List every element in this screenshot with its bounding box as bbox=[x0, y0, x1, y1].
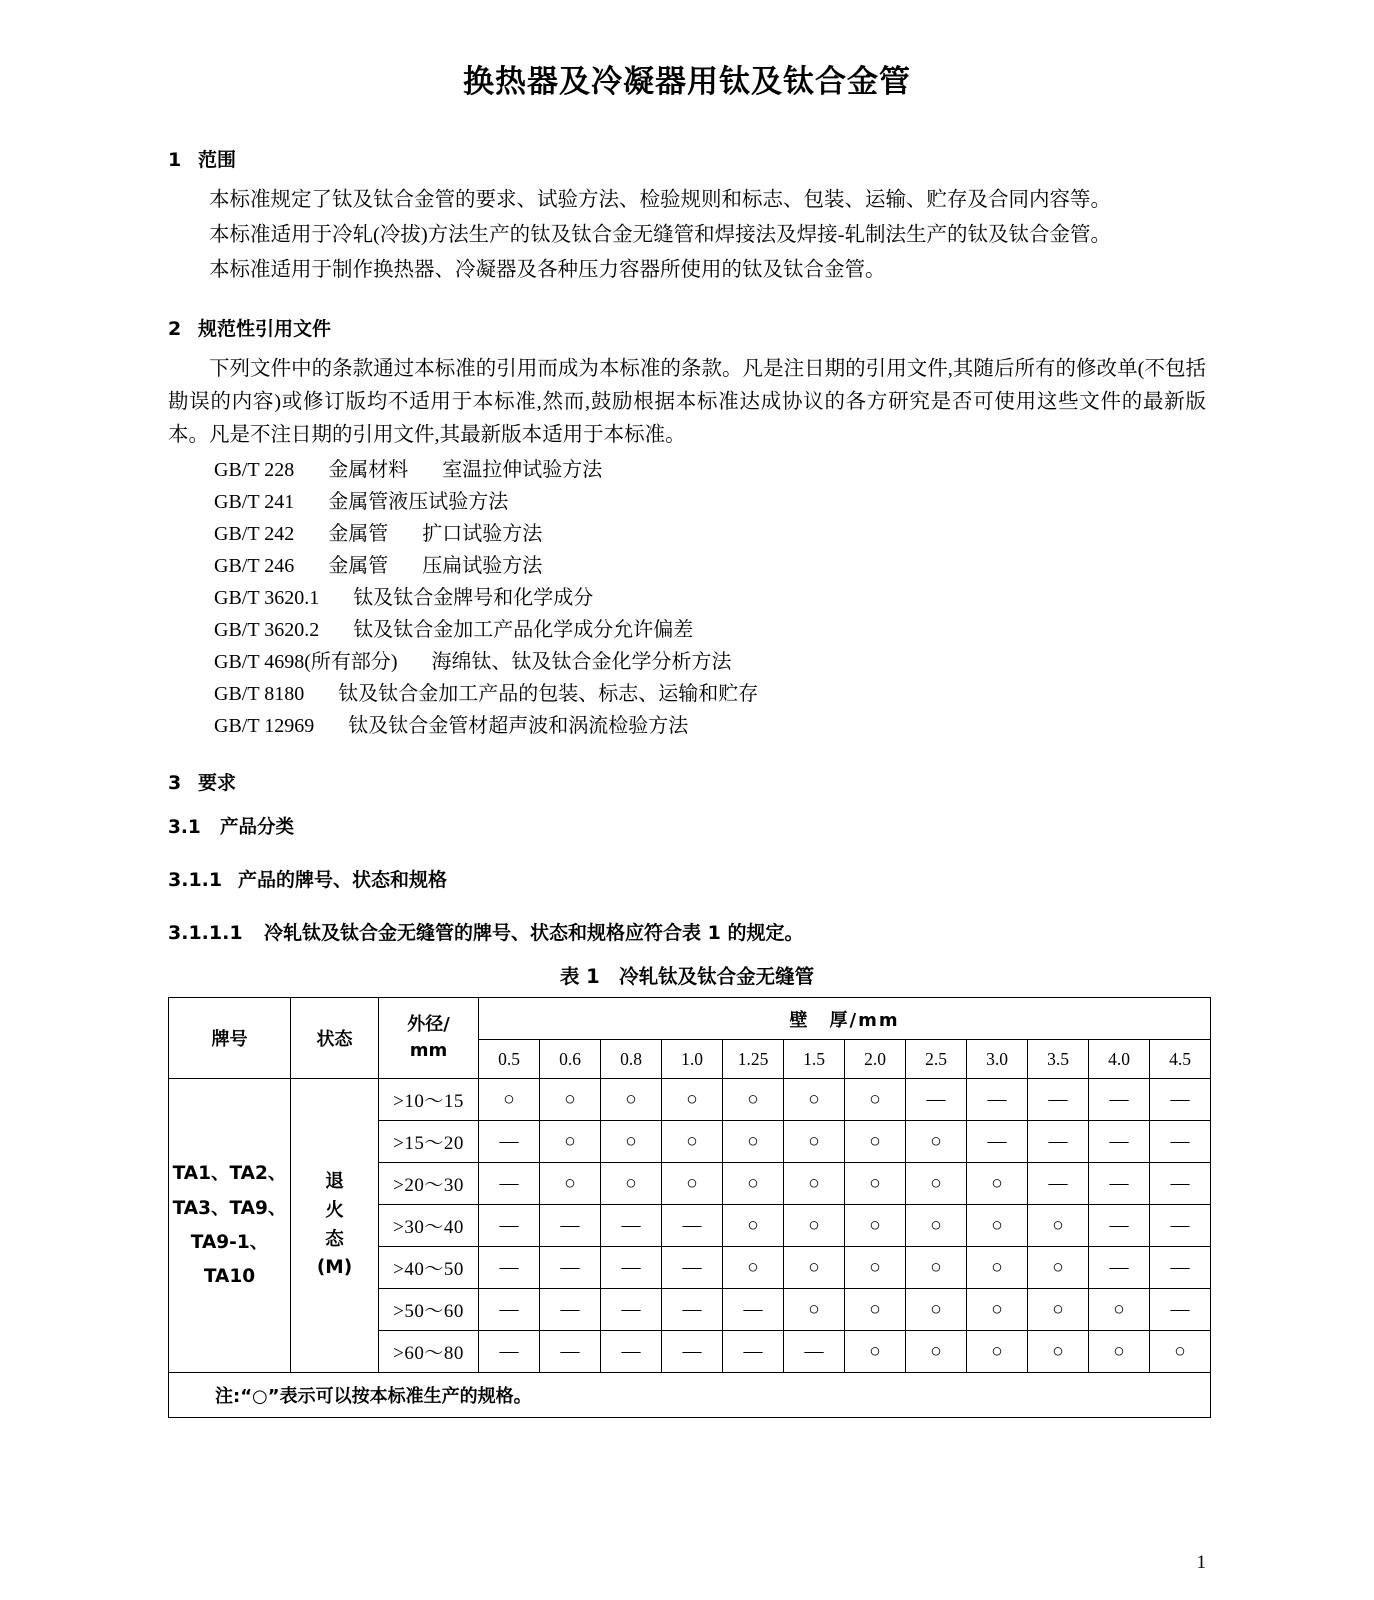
cell-mark: ○ bbox=[784, 1205, 845, 1247]
cell-mark: ○ bbox=[784, 1247, 845, 1289]
section-title-2: 规范性引用文件 bbox=[198, 317, 332, 340]
wall-value-header: 0.6 bbox=[540, 1040, 601, 1079]
section-number-3: 3 bbox=[168, 772, 182, 795]
cell-mark: ○ bbox=[845, 1205, 906, 1247]
col-header-outer-diameter bbox=[379, 998, 479, 1079]
table-header-row bbox=[169, 998, 1211, 1040]
wall-value-header: 4.5 bbox=[1150, 1040, 1211, 1079]
reference-title: 金属管 bbox=[328, 523, 389, 546]
cell-mark: ○ bbox=[540, 1163, 601, 1205]
cell-mark: ○ bbox=[845, 1121, 906, 1163]
cell-mark: ○ bbox=[540, 1121, 601, 1163]
grade-line: TA9-1、 bbox=[190, 1231, 269, 1253]
cell-mark: ○ bbox=[906, 1331, 967, 1373]
cell-mark: ○ bbox=[723, 1247, 784, 1289]
cell-mark: ○ bbox=[723, 1121, 784, 1163]
cell-outer-diameter: >40～50 bbox=[379, 1247, 479, 1289]
reference-code: GB/T 4698(所有部分) bbox=[214, 651, 398, 674]
cell-mark: — bbox=[601, 1247, 662, 1289]
cell-grade bbox=[169, 1079, 291, 1373]
reference-title: 钛及钛合金牌号和化学成分 bbox=[353, 587, 594, 610]
cell-mark: — bbox=[1028, 1079, 1089, 1121]
cell-mark: ○ bbox=[845, 1331, 906, 1373]
cell-mark: — bbox=[967, 1079, 1028, 1121]
reference-code: GB/T 246 bbox=[214, 555, 295, 578]
subsection-number-3-1-1: 3.1.1 bbox=[168, 869, 223, 892]
grade-line: TA3、TA9、 bbox=[172, 1197, 287, 1219]
spec-table bbox=[168, 997, 1211, 1418]
cell-mark: ○ bbox=[601, 1079, 662, 1121]
cell-mark: ○ bbox=[906, 1121, 967, 1163]
cell-mark: — bbox=[906, 1079, 967, 1121]
cell-mark: — bbox=[479, 1121, 540, 1163]
reference-item bbox=[168, 518, 1206, 550]
reference-subtitle: 压扁试验方法 bbox=[422, 555, 543, 578]
reference-code: GB/T 242 bbox=[214, 523, 295, 546]
cell-outer-diameter: >60～80 bbox=[379, 1331, 479, 1373]
reference-subtitle: 室温拉伸试验方法 bbox=[442, 459, 603, 482]
reference-item bbox=[168, 486, 1206, 518]
wall-value-header: 2.5 bbox=[906, 1040, 967, 1079]
table-row bbox=[169, 1079, 1211, 1121]
cell-mark: — bbox=[662, 1289, 723, 1331]
cell-mark: — bbox=[479, 1289, 540, 1331]
cell-mark: ○ bbox=[1028, 1205, 1089, 1247]
wall-value-header: 1.5 bbox=[784, 1040, 845, 1079]
cell-mark: ○ bbox=[967, 1331, 1028, 1373]
cell-mark: ○ bbox=[784, 1079, 845, 1121]
cell-mark: ○ bbox=[1089, 1331, 1150, 1373]
cell-outer-diameter: >15～20 bbox=[379, 1121, 479, 1163]
col-header-outer-diameter-line1: 外径/ bbox=[407, 1014, 450, 1036]
state-line: 态 bbox=[325, 1228, 344, 1250]
wall-value-header: 0.8 bbox=[601, 1040, 662, 1079]
table-note: 注:“○”表示可以按本标准生产的规格。 bbox=[169, 1373, 1211, 1418]
cell-mark: — bbox=[1089, 1163, 1150, 1205]
col-header-grade: 牌号 bbox=[169, 998, 291, 1079]
cell-mark: — bbox=[723, 1331, 784, 1373]
cell-mark: ○ bbox=[784, 1163, 845, 1205]
cell-mark: — bbox=[1150, 1163, 1211, 1205]
cell-mark: ○ bbox=[845, 1247, 906, 1289]
state-line: 火 bbox=[325, 1200, 344, 1222]
cell-mark: — bbox=[1089, 1247, 1150, 1289]
cell-mark: — bbox=[1028, 1163, 1089, 1205]
paragraph-1-1: 本标准规定了钛及钛合金管的要求、试验方法、检验规则和标志、包装、运输、贮存及合同内容等。 bbox=[209, 189, 1111, 211]
reference-title: 钛及钛合金管材超声波和涡流检验方法 bbox=[348, 715, 689, 738]
reference-subtitle: 扩口试验方法 bbox=[422, 523, 543, 546]
subsection-number-3-1-1-1: 3.1.1.1 bbox=[168, 922, 243, 945]
cell-mark: — bbox=[540, 1247, 601, 1289]
cell-mark: — bbox=[479, 1331, 540, 1373]
page-number: 1 bbox=[1196, 1552, 1206, 1573]
cell-mark: — bbox=[1150, 1079, 1211, 1121]
cell-mark: ○ bbox=[662, 1121, 723, 1163]
cell-mark: — bbox=[662, 1247, 723, 1289]
cell-mark: — bbox=[1089, 1121, 1150, 1163]
reference-code: GB/T 3620.1 bbox=[214, 587, 320, 610]
cell-mark: — bbox=[601, 1331, 662, 1373]
reference-code: GB/T 12969 bbox=[214, 715, 315, 738]
cell-outer-diameter: >30～40 bbox=[379, 1205, 479, 1247]
subsection-number-3-1: 3.1 bbox=[168, 817, 201, 839]
cell-mark: ○ bbox=[967, 1163, 1028, 1205]
reference-item bbox=[168, 678, 1206, 710]
grade-line: TA1、TA2、 bbox=[172, 1163, 287, 1185]
cell-mark: ○ bbox=[967, 1247, 1028, 1289]
cell-mark: — bbox=[967, 1121, 1028, 1163]
subsection-title-3-1: 产品分类 bbox=[220, 817, 295, 839]
cell-mark: — bbox=[1150, 1121, 1211, 1163]
table-note-row bbox=[169, 1373, 1211, 1418]
cell-mark: ○ bbox=[1028, 1289, 1089, 1331]
page-title: 换热器及冷凝器用钛及钛合金管 bbox=[463, 64, 911, 100]
cell-mark: — bbox=[1089, 1079, 1150, 1121]
cell-mark: ○ bbox=[967, 1289, 1028, 1331]
cell-mark: — bbox=[784, 1331, 845, 1373]
cell-mark: — bbox=[479, 1163, 540, 1205]
cell-mark: ○ bbox=[662, 1079, 723, 1121]
cell-mark: — bbox=[662, 1205, 723, 1247]
reference-code: GB/T 3620.2 bbox=[214, 619, 320, 642]
section-number-2: 2 bbox=[168, 317, 182, 340]
table-caption: 表 1 冷轧钛及钛合金无缝管 bbox=[559, 965, 815, 989]
paragraph-1-2: 本标准适用于冷轧(冷拔)方法生产的钛及钛合金无缝管和焊接法及焊接-轧制法生产的钛及钛合金管。 bbox=[209, 224, 1111, 247]
subsection-heading-3-1-1 bbox=[168, 865, 1206, 892]
section-heading-2 bbox=[168, 314, 1206, 341]
cell-mark: ○ bbox=[1089, 1289, 1150, 1331]
col-header-wall-thickness: 壁 厚/mm bbox=[479, 998, 1211, 1040]
paragraph-1-3: 本标准适用于制作换热器、冷凝器及各种压力容器所使用的钛及钛合金管。 bbox=[209, 259, 886, 282]
reference-title: 海绵钛、钛及钛合金化学分析方法 bbox=[431, 651, 732, 674]
paragraph-2-1: 下列文件中的条款通过本标准的引用而成为本标准的条款。凡是注日期的引用文件,其随后所有的修改单(不包括勘误的内容)或修订版均不适用于本标准,然而,鼓励根据本标准达成协议的各方研究是否可使用这些文件的最新版本。凡是不注日期的引用文件,其最新版本适用于本标准。 bbox=[168, 357, 1206, 447]
state-line: (M) bbox=[316, 1257, 353, 1279]
wall-value-header: 1.25 bbox=[723, 1040, 784, 1079]
cell-outer-diameter: >10～15 bbox=[379, 1079, 479, 1121]
section-title-3: 要求 bbox=[198, 772, 237, 795]
cell-mark: ○ bbox=[845, 1079, 906, 1121]
cell-mark: — bbox=[1028, 1121, 1089, 1163]
cell-mark: ○ bbox=[723, 1079, 784, 1121]
cell-state bbox=[291, 1079, 379, 1373]
col-header-outer-diameter-line2: mm bbox=[409, 1040, 448, 1062]
cell-mark: ○ bbox=[906, 1205, 967, 1247]
reference-code: GB/T 241 bbox=[214, 491, 295, 514]
reference-title: 金属管液压试验方法 bbox=[328, 491, 509, 514]
cell-mark: ○ bbox=[845, 1289, 906, 1331]
wall-value-header: 4.0 bbox=[1089, 1040, 1150, 1079]
reference-item bbox=[168, 646, 1206, 678]
cell-mark: ○ bbox=[723, 1163, 784, 1205]
reference-item bbox=[168, 582, 1206, 614]
cell-mark: ○ bbox=[1028, 1247, 1089, 1289]
subsection-title-3-1-1: 产品的牌号、状态和规格 bbox=[238, 869, 448, 892]
reference-code: GB/T 228 bbox=[214, 459, 295, 482]
cell-mark: — bbox=[540, 1331, 601, 1373]
cell-mark: — bbox=[723, 1289, 784, 1331]
reference-title: 钛及钛合金加工产品化学成分允许偏差 bbox=[353, 619, 694, 642]
grade-line: TA10 bbox=[203, 1265, 256, 1287]
cell-mark: ○ bbox=[845, 1163, 906, 1205]
cell-mark: — bbox=[1150, 1289, 1211, 1331]
cell-mark: ○ bbox=[906, 1247, 967, 1289]
subsection-heading-3-1 bbox=[168, 813, 1206, 839]
col-header-state: 状态 bbox=[291, 998, 379, 1079]
cell-mark: ○ bbox=[906, 1289, 967, 1331]
cell-mark: ○ bbox=[784, 1289, 845, 1331]
cell-mark: — bbox=[662, 1331, 723, 1373]
wall-value-header: 3.5 bbox=[1028, 1040, 1089, 1079]
section-heading-3 bbox=[168, 768, 1206, 795]
section-title-1: 范围 bbox=[198, 149, 237, 171]
cell-outer-diameter: >20～30 bbox=[379, 1163, 479, 1205]
subsection-heading-3-1-1-1 bbox=[168, 918, 1206, 945]
wall-value-header: 2.0 bbox=[845, 1040, 906, 1079]
reference-item bbox=[168, 710, 1206, 742]
cell-mark: — bbox=[479, 1205, 540, 1247]
cell-mark: ○ bbox=[479, 1079, 540, 1121]
cell-mark: — bbox=[601, 1289, 662, 1331]
cell-mark: ○ bbox=[1150, 1331, 1211, 1373]
cell-mark: ○ bbox=[906, 1163, 967, 1205]
cell-mark: ○ bbox=[1028, 1331, 1089, 1373]
cell-mark: — bbox=[1089, 1205, 1150, 1247]
cell-mark: ○ bbox=[601, 1121, 662, 1163]
reference-item bbox=[168, 454, 1206, 486]
cell-mark: — bbox=[540, 1289, 601, 1331]
cell-mark: ○ bbox=[723, 1205, 784, 1247]
section-number-1: 1 bbox=[168, 149, 182, 171]
cell-mark: — bbox=[540, 1205, 601, 1247]
reference-code: GB/T 8180 bbox=[214, 683, 305, 706]
state-line: 退 bbox=[325, 1171, 344, 1193]
cell-mark: — bbox=[479, 1247, 540, 1289]
wall-value-header: 1.0 bbox=[662, 1040, 723, 1079]
cell-mark: ○ bbox=[784, 1121, 845, 1163]
reference-item bbox=[168, 614, 1206, 646]
cell-mark: ○ bbox=[540, 1079, 601, 1121]
section-heading-1 bbox=[168, 145, 1206, 172]
wall-value-header: 0.5 bbox=[479, 1040, 540, 1079]
cell-mark: — bbox=[601, 1205, 662, 1247]
cell-mark: — bbox=[1150, 1205, 1211, 1247]
wall-value-header: 3.0 bbox=[967, 1040, 1028, 1079]
cell-mark: — bbox=[1150, 1247, 1211, 1289]
reference-title: 钛及钛合金加工产品的包装、标志、运输和贮存 bbox=[338, 683, 759, 706]
cell-outer-diameter: >50～60 bbox=[379, 1289, 479, 1331]
subsection-title-3-1-1-1: 冷轧钛及钛合金无缝管的牌号、状态和规格应符合表 1 的规定。 bbox=[264, 922, 804, 945]
cell-mark: ○ bbox=[662, 1163, 723, 1205]
reference-title: 金属材料 bbox=[328, 459, 409, 482]
cell-mark: ○ bbox=[601, 1163, 662, 1205]
reference-title: 金属管 bbox=[328, 555, 389, 578]
reference-item bbox=[168, 550, 1206, 582]
cell-mark: ○ bbox=[967, 1205, 1028, 1247]
